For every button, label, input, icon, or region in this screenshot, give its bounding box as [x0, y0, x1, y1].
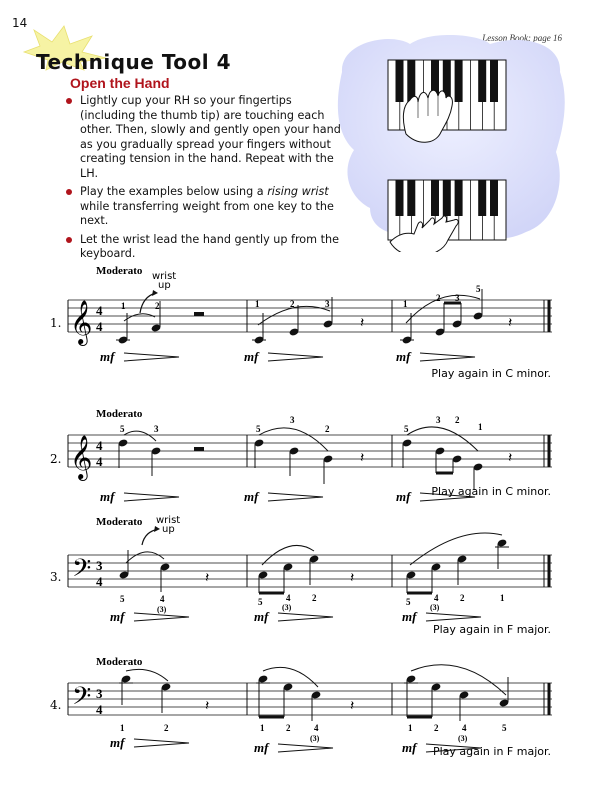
svg-text:𝄽: 𝄽: [360, 450, 365, 466]
svg-text:(3): (3): [157, 605, 167, 614]
svg-text:(3): (3): [282, 603, 292, 612]
play-again-note: Play again in C minor.: [431, 485, 551, 498]
play-again-note: Play again in F major.: [432, 623, 551, 636]
svg-text:𝄽: 𝄽: [350, 570, 355, 586]
tempo-marking: Moderato: [96, 265, 143, 277]
svg-text:2: 2: [460, 593, 465, 603]
wrist-arrow-icon: [142, 529, 158, 545]
dynamic-mf: mf: [402, 740, 417, 755]
svg-text:2: 2: [434, 723, 439, 733]
dynamic-mf: mf: [396, 489, 411, 504]
svg-text:𝄽: 𝄽: [205, 698, 210, 714]
tempo-marking: Moderato: [96, 516, 143, 528]
svg-text:2: 2: [164, 723, 169, 733]
exercise-number: 4.: [50, 698, 62, 712]
svg-text:5: 5: [256, 424, 261, 434]
svg-text:5: 5: [258, 597, 263, 607]
instruction-list: [66, 94, 341, 266]
svg-text:3: 3: [290, 415, 295, 425]
svg-text:2: 2: [436, 293, 441, 303]
svg-text:3: 3: [455, 293, 460, 303]
dynamic-mf: mf: [100, 489, 115, 504]
up-label: up: [158, 280, 171, 291]
dynamic-mf: mf: [244, 489, 259, 504]
dynamic-mf: mf: [110, 609, 125, 624]
play-again-note: Play again in F major.: [432, 745, 551, 758]
svg-text:1: 1: [255, 299, 260, 309]
tempo-marking: Moderato: [96, 408, 143, 420]
music-exercises: [0, 255, 600, 800]
svg-text:3: 3: [436, 415, 441, 425]
page-title: Technique Tool 4: [36, 50, 232, 74]
svg-text:𝄽: 𝄽: [508, 315, 513, 331]
bass-clef-icon: 𝄢: [72, 682, 92, 717]
svg-text:5: 5: [404, 424, 409, 434]
exercise-2: [50, 408, 552, 504]
exercise-4: [50, 656, 552, 758]
svg-text:1: 1: [478, 422, 483, 432]
svg-text:5: 5: [476, 284, 481, 294]
dynamic-mf: mf: [254, 740, 269, 755]
svg-text:5: 5: [120, 594, 125, 604]
svg-text:4: 4: [314, 723, 319, 733]
wrist-label: wrist: [152, 271, 177, 282]
page-number: 14: [12, 16, 28, 30]
bass-clef-icon: 𝄢: [72, 554, 92, 589]
exercise-number: 3.: [50, 570, 62, 584]
svg-text:5: 5: [406, 597, 411, 607]
svg-text:1: 1: [120, 723, 125, 733]
svg-text:(3): (3): [430, 603, 440, 612]
wrist-arrow-icon: [140, 293, 156, 313]
svg-text:4: 4: [96, 319, 103, 334]
svg-text:4: 4: [462, 723, 467, 733]
treble-clef-icon: 𝄞: [70, 300, 93, 344]
svg-text:4: 4: [96, 702, 103, 717]
svg-text:2: 2: [286, 723, 291, 733]
exercise-number: 2.: [50, 452, 62, 466]
instruction-item: Let the wrist lead the hand gently up from the keyboard.: [66, 233, 341, 262]
svg-text:5: 5: [120, 424, 125, 434]
svg-text:(3): (3): [458, 734, 468, 743]
svg-text:2: 2: [155, 301, 160, 311]
svg-text:4: 4: [160, 594, 165, 604]
dynamic-mf: mf: [110, 735, 125, 750]
svg-text:3: 3: [96, 686, 103, 701]
svg-text:5: 5: [502, 723, 507, 733]
dynamic-mf: mf: [402, 609, 417, 624]
section-subtitle: Open the Hand: [70, 75, 170, 91]
dynamic-mf: mf: [100, 349, 115, 364]
svg-text:4: 4: [96, 438, 103, 453]
svg-text:4: 4: [434, 593, 439, 603]
up-label: up: [162, 524, 175, 535]
wrist-label: wrist: [156, 515, 181, 526]
dynamic-mf: mf: [244, 349, 259, 364]
svg-text:2: 2: [290, 299, 295, 309]
instruction-item: Play the examples below using a rising wrist while transferring weight from one key to the next.: [66, 185, 341, 229]
treble-clef-icon: 𝄞: [70, 435, 93, 479]
hand-on-keyboard-icon: [330, 32, 570, 252]
svg-text:4: 4: [96, 574, 103, 589]
svg-text:𝄽: 𝄽: [508, 450, 513, 466]
exercise-1: [50, 265, 552, 380]
svg-text:2: 2: [312, 593, 317, 603]
svg-text:𝄽: 𝄽: [350, 698, 355, 714]
play-again-note: Play again in C minor.: [431, 367, 551, 380]
svg-text:3: 3: [325, 299, 330, 309]
exercise-number: 1.: [50, 316, 62, 330]
svg-text:1: 1: [260, 723, 265, 733]
lesson-book-reference: Lesson Book: page 16: [482, 33, 562, 43]
tempo-marking: Moderato: [96, 656, 143, 668]
instruction-item: Lightly cup your RH so your fingertips (including the thumb tip) are touching each other. Then, slowly and gently open your hand as you gradually spread your fingers without creating tension in the hand. Repeat with the LH.: [66, 94, 341, 181]
svg-text:1: 1: [403, 299, 408, 309]
svg-text:3: 3: [96, 558, 103, 573]
svg-text:2: 2: [455, 415, 460, 425]
svg-text:𝄽: 𝄽: [205, 570, 210, 586]
svg-text:3: 3: [154, 424, 159, 434]
dynamic-mf: mf: [396, 349, 411, 364]
svg-text:4: 4: [96, 303, 103, 318]
exercise-3: [50, 515, 552, 636]
svg-text:𝄽: 𝄽: [360, 315, 365, 331]
svg-text:1: 1: [121, 301, 126, 311]
svg-text:1: 1: [408, 723, 413, 733]
svg-text:1: 1: [500, 593, 505, 603]
dynamic-mf: mf: [254, 609, 269, 624]
svg-text:(3): (3): [310, 734, 320, 743]
svg-text:4: 4: [96, 454, 103, 469]
svg-text:4: 4: [286, 593, 291, 603]
svg-text:2: 2: [325, 424, 330, 434]
